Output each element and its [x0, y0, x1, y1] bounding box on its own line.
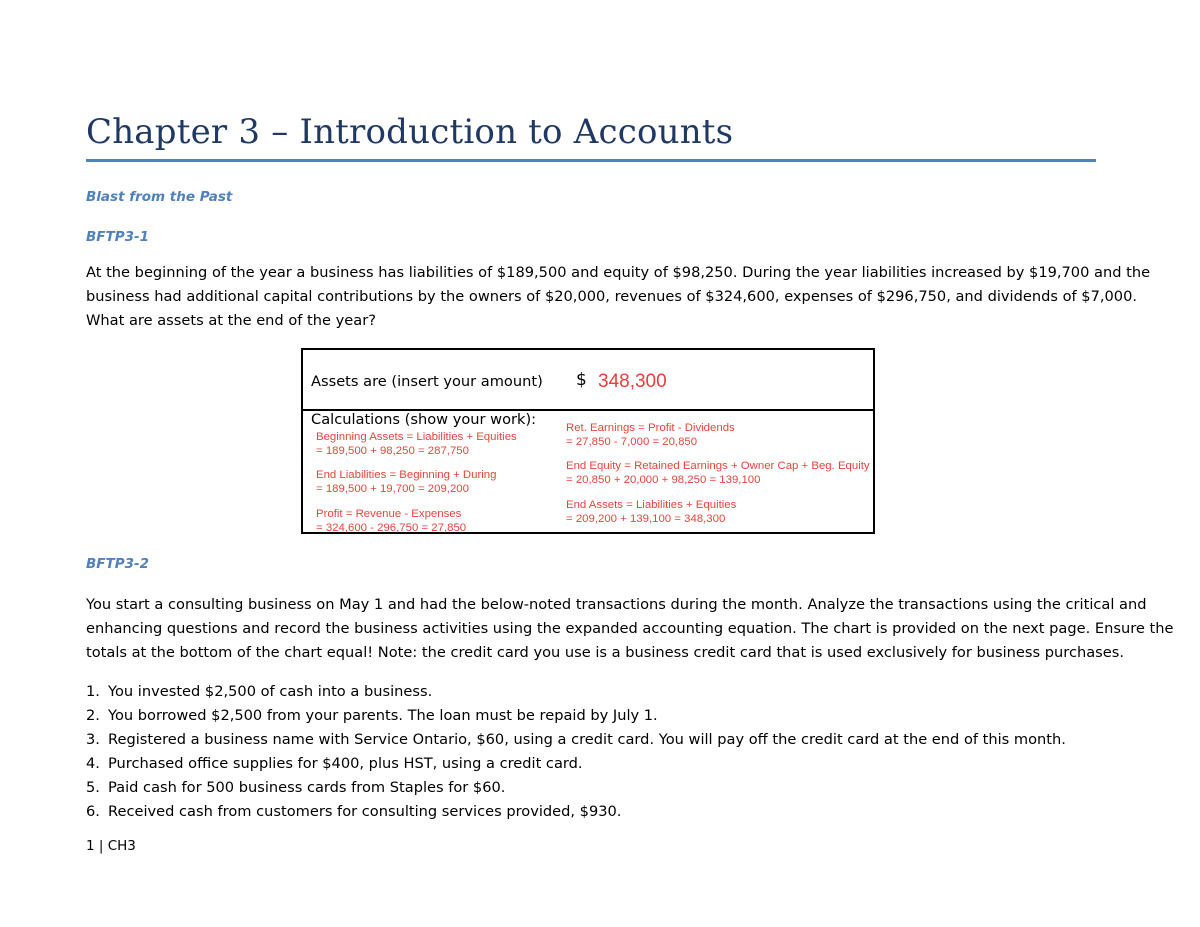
- page-footer: 1 | CH3: [86, 838, 136, 854]
- item-number: 3.: [86, 731, 100, 748]
- list-item: [86, 680, 1066, 704]
- calc-line: End Equity = Retained Earnings + Owner Cap + Beg. Equity: [566, 460, 870, 472]
- item-number: 2.: [86, 707, 100, 724]
- question-2-line: totals at the bottom of the chart equal! Note: the credit card you use is a business credit card that is used exclusively for business purchases.: [86, 644, 1124, 661]
- calc-line: = 27,850 - 7,000 = 20,850: [566, 436, 698, 448]
- calc-line: = 209,200 + 139,100 = 348,300: [566, 513, 726, 525]
- calc-profit: [316, 507, 466, 535]
- calc-line: = 189,500 + 98,250 = 287,750: [316, 445, 469, 457]
- title-underline: [86, 159, 1096, 162]
- calc-retained-earnings: [566, 421, 735, 449]
- list-item: [86, 776, 1066, 800]
- list-item: [86, 704, 1066, 728]
- calc-end-equity: [566, 459, 870, 487]
- calc-line: Beginning Assets = Liabilities + Equities: [316, 431, 517, 443]
- answer-box: [301, 348, 875, 534]
- question-1-text: [86, 261, 1151, 333]
- calc-line: = 324,600 - 296,750 = 27,850: [316, 522, 467, 534]
- calc-end-assets: [566, 498, 736, 526]
- question-1-line: What are assets at the end of the year?: [86, 312, 376, 329]
- calc-line: Ret. Earnings = Profit - Dividends: [566, 422, 735, 434]
- item-text: Received cash from customers for consulting services provided, $930.: [108, 803, 622, 820]
- assets-label: Assets are (insert your amount): [311, 373, 543, 390]
- question-1-line: business had additional capital contributions by the owners of $20,000, revenues of $324,600, expenses of $296,750, and dividends of $7,000.: [86, 288, 1137, 305]
- transaction-list: [86, 680, 1066, 824]
- item-number: 6.: [86, 803, 100, 820]
- item-text: Purchased office supplies for $400, plus HST, using a credit card.: [108, 755, 583, 772]
- calc-line: = 20,850 + 20,000 + 98,250 = 139,100: [566, 474, 761, 486]
- calc-line: End Assets = Liabilities + Equities: [566, 499, 737, 511]
- calc-line: = 189,500 + 19,700 = 209,200: [316, 483, 469, 495]
- item-text: You invested $2,500 of cash into a business.: [108, 683, 433, 700]
- item-text: Paid cash for 500 business cards from Staples for $60.: [108, 779, 506, 796]
- item-number: 5.: [86, 779, 100, 796]
- question-2-line: You start a consulting business on May 1 and had the below-noted transactions during the month. Analyze the transactions using the critical and: [86, 596, 1147, 613]
- list-item: [86, 752, 1066, 776]
- item-text: Registered a business name with Service Ontario, $60, using a credit card. You will pay off the credit card at the end of this month.: [108, 731, 1066, 748]
- section-heading: Blast from the Past: [86, 189, 233, 205]
- item-text: You borrowed $2,500 from your parents. The loan must be repaid by July 1.: [108, 707, 658, 724]
- item-number: 4.: [86, 755, 100, 772]
- dollar-sign: $: [576, 370, 587, 390]
- calculations-label: Calculations (show your work):: [311, 411, 537, 428]
- question-2-line: enhancing questions and record the business activities using the expanded accounting equation. The chart is provided on the next page. Ensure the: [86, 620, 1174, 637]
- list-item: [86, 728, 1066, 752]
- question-2-label: BFTP3-2: [86, 556, 150, 572]
- calc-line: Profit = Revenue - Expenses: [316, 508, 462, 520]
- question-1-label: BFTP3-1: [86, 229, 150, 245]
- item-number: 1.: [86, 683, 100, 700]
- calc-end-liabilities: [316, 468, 496, 496]
- question-2-text: [86, 593, 1174, 665]
- calc-beginning-assets: [316, 430, 517, 458]
- question-1-line: At the beginning of the year a business has liabilities of $189,500 and equity of $98,250. During the year liabilities increased by $19,700 and the: [86, 264, 1151, 281]
- calc-line: End Liabilities = Beginning + During: [316, 469, 497, 481]
- list-item: [86, 800, 1066, 824]
- chapter-title: Chapter 3 – Introduction to Accounts: [86, 112, 734, 152]
- assets-answer-value[interactable]: 348,300: [598, 371, 667, 392]
